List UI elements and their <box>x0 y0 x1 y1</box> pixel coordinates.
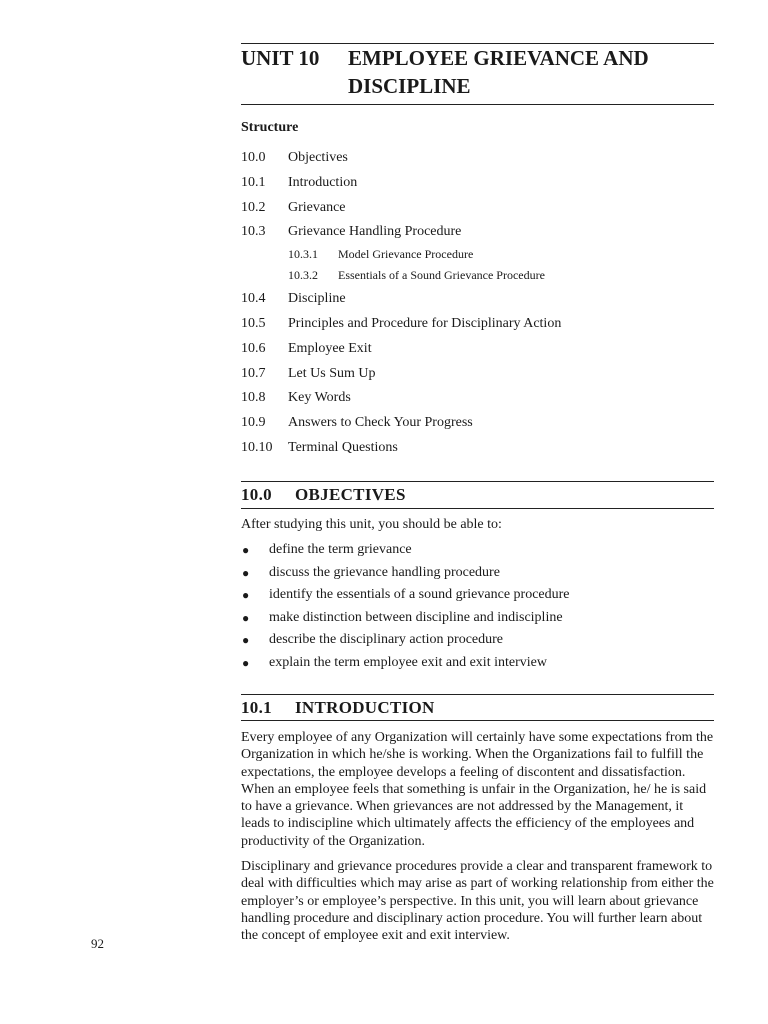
toc-title: Employee Exit <box>288 341 372 356</box>
toc-number: 10.2 <box>241 200 266 215</box>
toc-title: Principles and Procedure for Disciplinary Action <box>288 316 562 331</box>
toc-title: Answers to Check Your Progress <box>288 415 473 430</box>
objectives-bottom-rule <box>241 508 714 509</box>
bullet-icon: ● <box>242 566 250 580</box>
section-title: INTRODUCTION <box>295 698 435 717</box>
intro-paragraph: Disciplinary and grievance procedures provide a clear and transparent framework to deal with difficulties which may arise as part of working relationship from either the employer’s or employee’s perspective. In this unit, you will learn about grievance handling procedure and disciplinary action procedure. You will further learn about the concept of employee exit and exit interview. <box>241 859 714 944</box>
toc-number: 10.7 <box>241 366 266 381</box>
objectives-intro: After studying this unit, you should be able to: <box>241 517 502 532</box>
unit-name: EMPLOYEE GRIEVANCE AND DISCIPLINE <box>348 46 649 98</box>
toc-title: Discipline <box>288 291 346 306</box>
objectives-top-rule <box>241 481 714 482</box>
toc-number: 10.5 <box>241 316 266 331</box>
introduction-top-rule <box>241 694 714 695</box>
page-number: 92 <box>91 936 104 951</box>
bullet-icon: ● <box>242 611 250 625</box>
toc-title: Essentials of a Sound Grievance Procedure <box>338 268 545 282</box>
list-item-text: discuss the grievance handling procedure <box>269 565 500 580</box>
toc-number: 10.4 <box>241 291 266 306</box>
toc-title: Objectives <box>288 150 348 165</box>
toc-title: Key Words <box>288 390 351 405</box>
list-item-text: describe the disciplinary action procedure <box>269 632 504 647</box>
section-number: 10.1 <box>241 698 272 717</box>
bullet-icon: ● <box>242 588 250 602</box>
toc-number: 10.8 <box>241 390 266 405</box>
bullet-icon: ● <box>242 656 250 670</box>
toc-title: Model Grievance Procedure <box>338 247 474 261</box>
intro-paragraph: Every employee of any Organization will certainly have some expectations from the Organization in which he/she is working. When the Organizations fail to fulfill the expectations, the employee develops a feeling of discontent and dissatisfaction. When an employee feels that something is unfair in the Organization, he/ he is said to have a grievance. When grievances are not addressed by the Management, it leads to indiscipline which ultimately affects the efficiency of the employees and productivity of the Organization. <box>241 730 714 849</box>
list-item-text: make distinction between discipline and indiscipline <box>269 610 563 625</box>
list-item-text: identify the essentials of a sound grievance procedure <box>269 587 570 602</box>
toc-number: 10.1 <box>241 175 266 190</box>
list-item-text: define the term grievance <box>269 542 412 557</box>
title-bottom-rule <box>241 104 714 105</box>
introduction-bottom-rule <box>241 720 714 721</box>
toc-title: Grievance <box>288 200 346 215</box>
toc-title: Grievance Handling Procedure <box>288 224 462 239</box>
toc-number: 10.3 <box>241 224 266 239</box>
unit-number: UNIT 10 <box>241 46 320 70</box>
toc-number: 10.9 <box>241 415 266 430</box>
list-item-text: explain the term employee exit and exit interview <box>269 655 547 670</box>
toc-number: 10.10 <box>241 440 273 455</box>
section-title: OBJECTIVES <box>295 485 406 504</box>
toc-number: 10.3.2 <box>288 268 318 282</box>
toc-number: 10.3.1 <box>288 247 318 261</box>
bullet-icon: ● <box>242 633 250 647</box>
toc-title: Introduction <box>288 175 358 190</box>
toc-title: Terminal Questions <box>288 440 398 455</box>
bullet-icon: ● <box>242 543 250 557</box>
toc-title: Let Us Sum Up <box>288 366 376 381</box>
structure-heading: Structure <box>241 120 299 135</box>
section-number: 10.0 <box>241 485 272 504</box>
toc-number: 10.0 <box>241 150 266 165</box>
toc-number: 10.6 <box>241 341 266 356</box>
